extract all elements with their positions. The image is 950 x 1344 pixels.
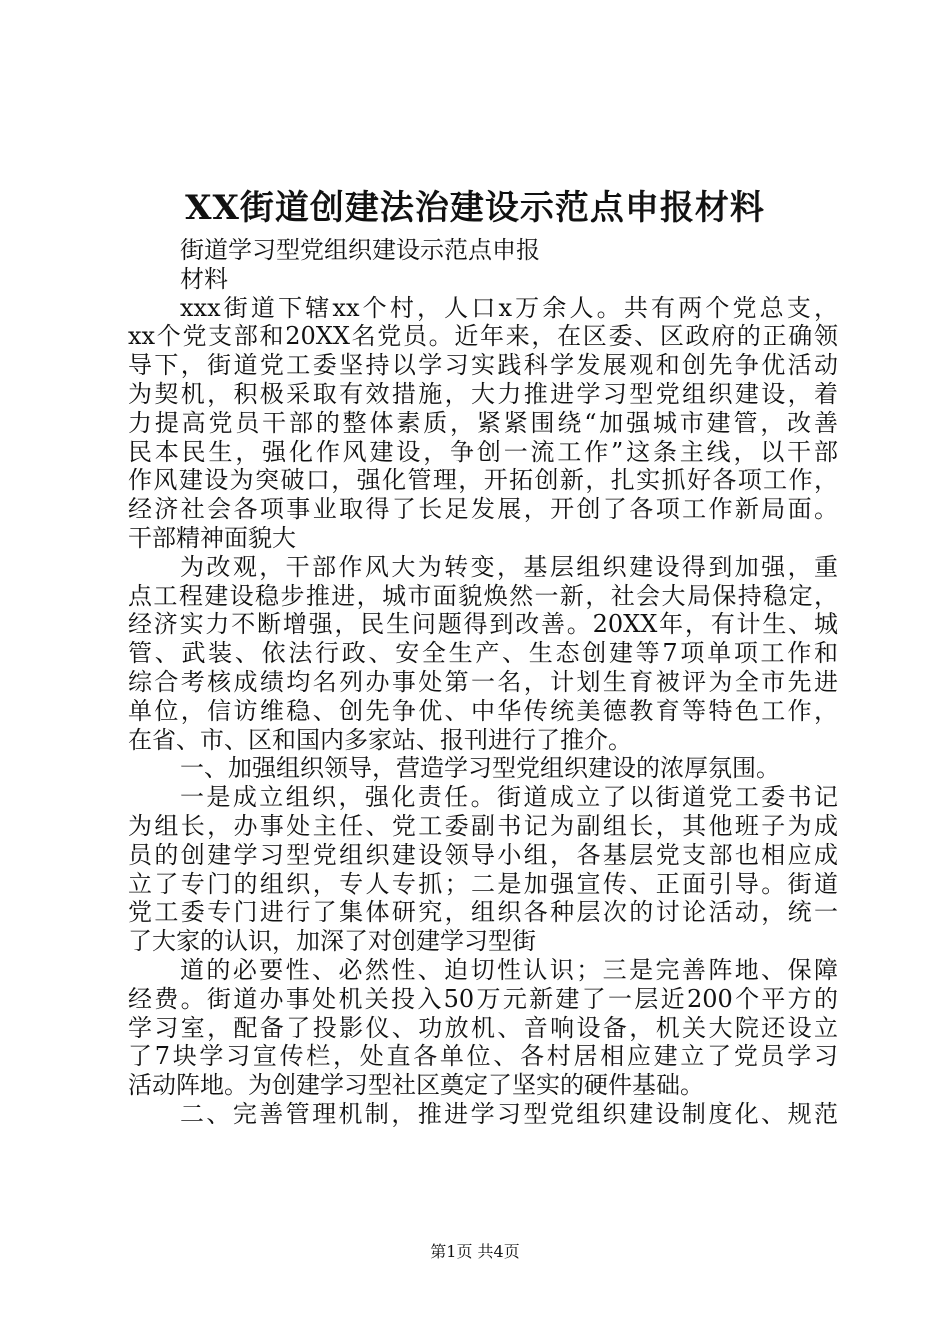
text-line: 导下，街道党工委坚持以学习实践科学发展观和创先争优活动 <box>128 351 838 380</box>
text-line: 二、完善管理机制，推进学习型党组织建设制度化、规范 <box>180 1099 838 1128</box>
text-line: 经济社会各项事业取得了长足发展，开创了各项工作新局面。 <box>128 495 838 524</box>
text-line: 经费。街道办事处机关投入50万元新建了一层近200个平方的 <box>128 984 838 1013</box>
document-body <box>128 236 838 1129</box>
text-line: 一、加强组织领导，营造学习型党组织建设的浓厚氛围。 <box>180 754 780 783</box>
text-line: 力提高党员干部的整体素质，紧紧围绕“加强城市建管，改善 <box>128 408 838 437</box>
text-line: 为改观，干部作风大为转变，基层组织建设得到加强，重 <box>180 552 838 581</box>
text-line: 材料 <box>180 264 228 293</box>
text-line: 干部精神面貌大 <box>128 523 296 552</box>
text-line: 员的创建学习型党组织建设领导小组，各基层党支部也相应成 <box>128 840 838 869</box>
text-line: 为契机，积极采取有效措施，大力推进学习型党组织建设，着 <box>128 379 838 408</box>
page-footer: 第1页 共4页 <box>430 1242 520 1261</box>
text-line: 一是成立组织，强化责任。街道成立了以街道党工委书记 <box>180 783 838 812</box>
text-line: 民本民生，强化作风建设，争创一流工作”这条主线，以干部 <box>128 437 838 466</box>
text-line: xx个党支部和20XX名党员。近年来，在区委、区政府的正确领 <box>128 322 838 351</box>
text-line: 活动阵地。为创建学习型社区奠定了坚实的硬件基础。 <box>128 1071 704 1100</box>
text-line: 点工程建设稳步推进，城市面貌焕然一新，社会大局保持稳定， <box>128 581 838 610</box>
text-line: 综合考核成绩均名列办事处第一名，计划生育被评为全市先进 <box>128 667 838 696</box>
text-line: 党工委专门进行了集体研究，组织各种层次的讨论活动，统一 <box>128 898 838 927</box>
text-line: 单位，信访维稳、创先争优、中华传统美德教育等特色工作， <box>128 696 838 725</box>
text-line: 街道学习型党组织建设示范点申报 <box>180 236 540 264</box>
document-title: XX街道创建法治建设示范点申报材料 <box>185 188 765 228</box>
text-line: 了大家的认识，加深了对创建学习型街 <box>128 927 536 956</box>
text-line: 管、武装、依法行政、安全生产、生态创建等7项单项工作和 <box>128 639 838 668</box>
text-line: 了7块学习宣传栏，处直各单位、各村居相应建立了党员学习 <box>128 1042 838 1071</box>
text-line: 在省、市、区和国内多家站、报刊进行了推介。 <box>128 725 632 754</box>
text-line: 立了专门的组织，专人专抓；二是加强宣传、正面引导。街道 <box>128 869 838 898</box>
text-line: 学习室，配备了投影仪、功放机、音响设备，机关大院还设立 <box>128 1013 838 1042</box>
text-line: 道的必要性、必然性、迫切性认识；三是完善阵地、保障 <box>180 955 838 984</box>
text-line: 经济实力不断增强，民生问题得到改善。20XX年，有计生、城 <box>128 610 838 639</box>
text-line: xxx街道下辖xx个村，人口x万余人。共有两个党总支， <box>180 293 838 322</box>
text-line: 为组长，办事处主任、党工委副书记为副组长，其他班子为成 <box>128 811 838 840</box>
text-line: 作风建设为突破口，强化管理，开拓创新，扎实抓好各项工作， <box>128 466 838 495</box>
